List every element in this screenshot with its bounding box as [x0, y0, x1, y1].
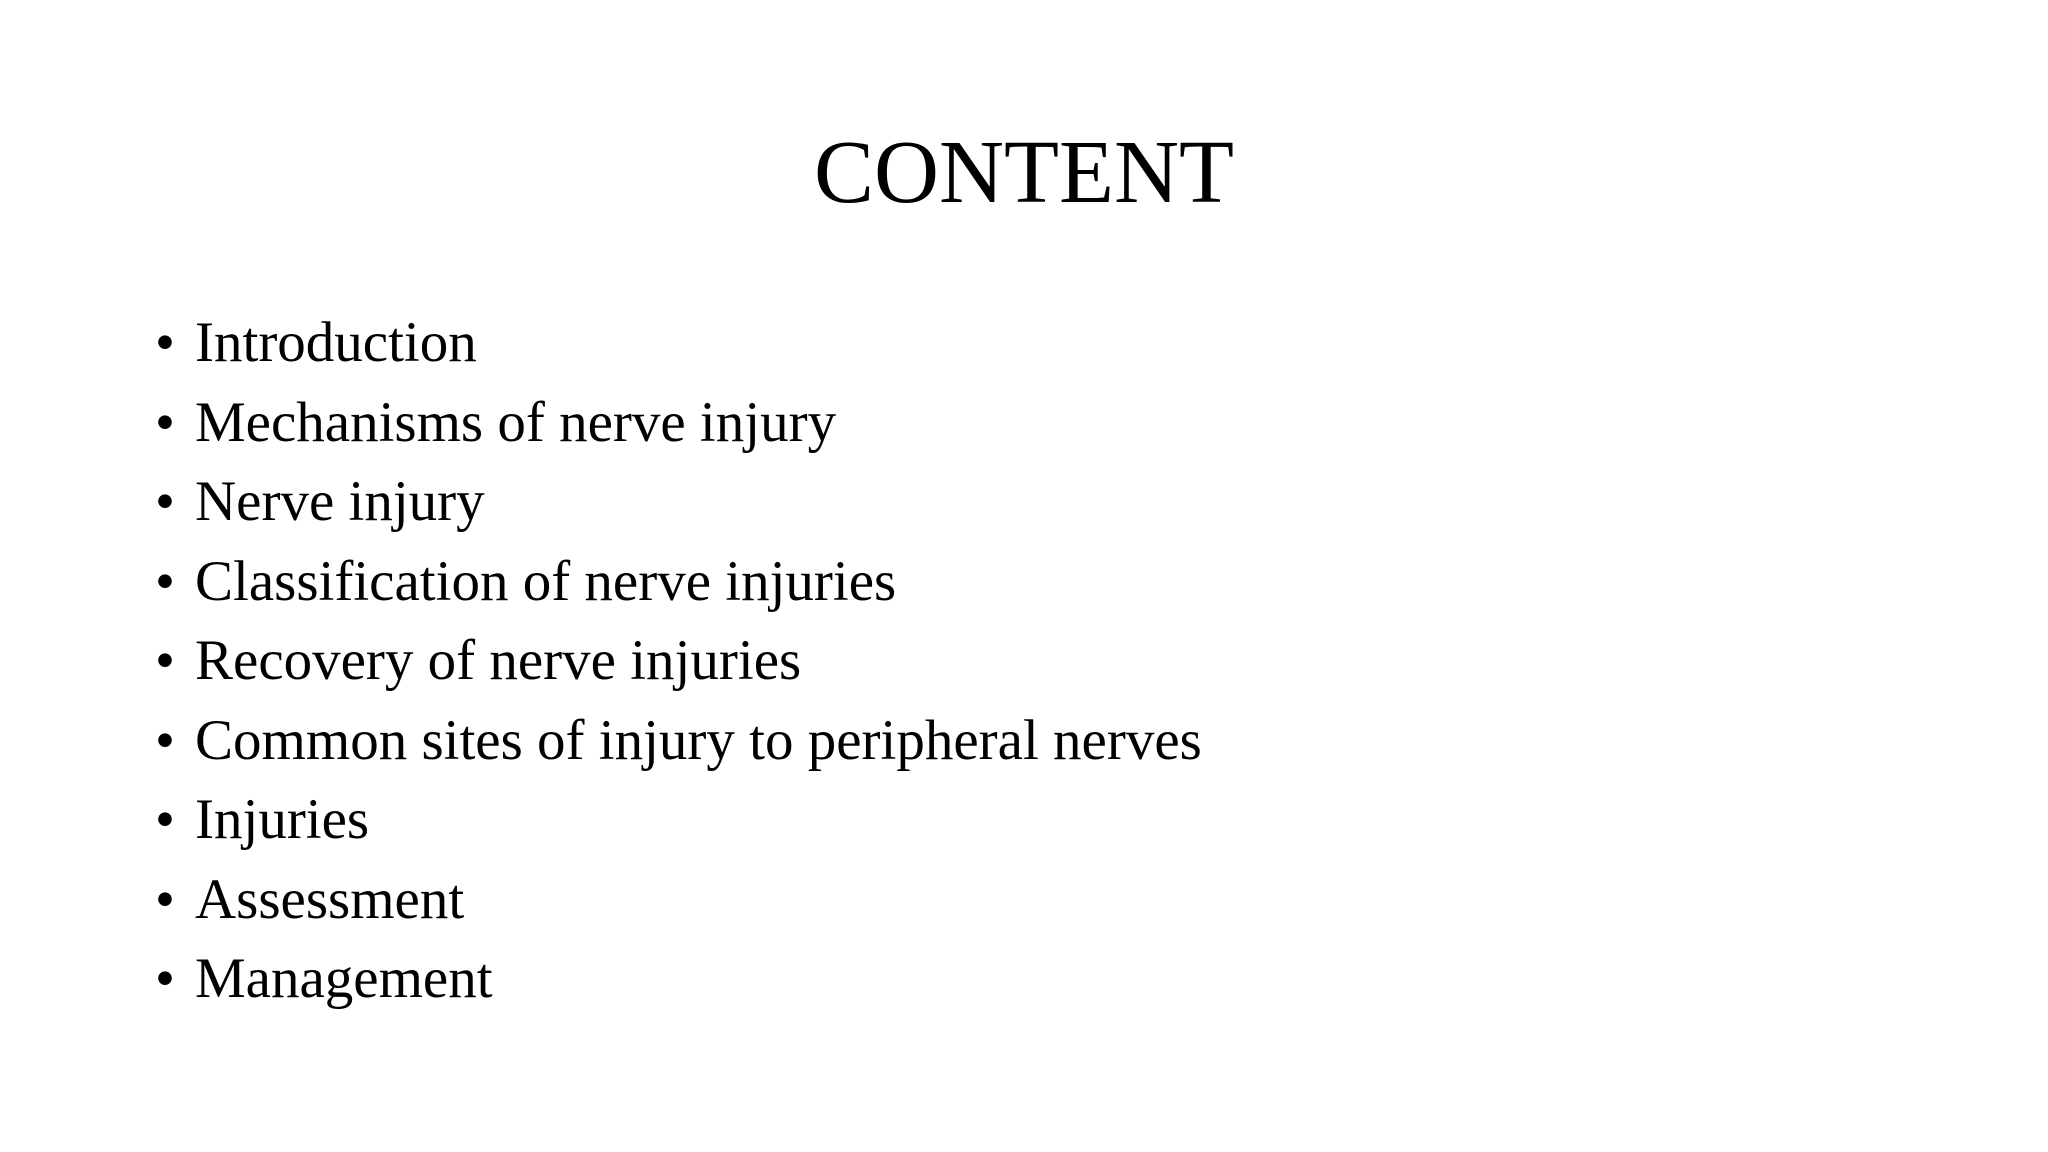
list-item — [155, 303, 1202, 383]
list-item — [155, 860, 1202, 940]
list-item — [155, 542, 1202, 622]
list-item — [155, 939, 1202, 1019]
list-item-text: Injuries — [195, 788, 370, 851]
bullet-icon: • — [155, 629, 175, 692]
list-item-text: Mechanisms of nerve injury — [195, 390, 837, 454]
bullet-icon: • — [155, 788, 175, 851]
list-item — [155, 383, 1202, 463]
list-item-text: Common sites of injury to peripheral nerves — [195, 708, 1202, 772]
list-item-text: Nerve injury — [195, 470, 485, 533]
bullet-icon: • — [155, 470, 175, 533]
bullet-icon: • — [155, 947, 175, 1010]
content-list — [155, 303, 1202, 1019]
list-item-text: Introduction — [195, 311, 477, 374]
bullet-icon: • — [155, 549, 175, 613]
list-item — [155, 701, 1202, 781]
slide-title: CONTENT — [814, 123, 1234, 222]
bullet-icon: • — [155, 311, 175, 374]
list-item-text: Recovery of nerve injuries — [195, 629, 802, 692]
list-item-text: Assessment — [195, 867, 465, 931]
list-item-text: Classification of nerve injuries — [195, 549, 897, 613]
list-item — [155, 780, 1202, 860]
list-item — [155, 462, 1202, 542]
bullet-icon: • — [155, 390, 175, 454]
list-item-text: Management — [195, 947, 493, 1010]
bullet-icon: • — [155, 708, 175, 772]
bullet-icon: • — [155, 867, 175, 931]
list-item — [155, 621, 1202, 701]
